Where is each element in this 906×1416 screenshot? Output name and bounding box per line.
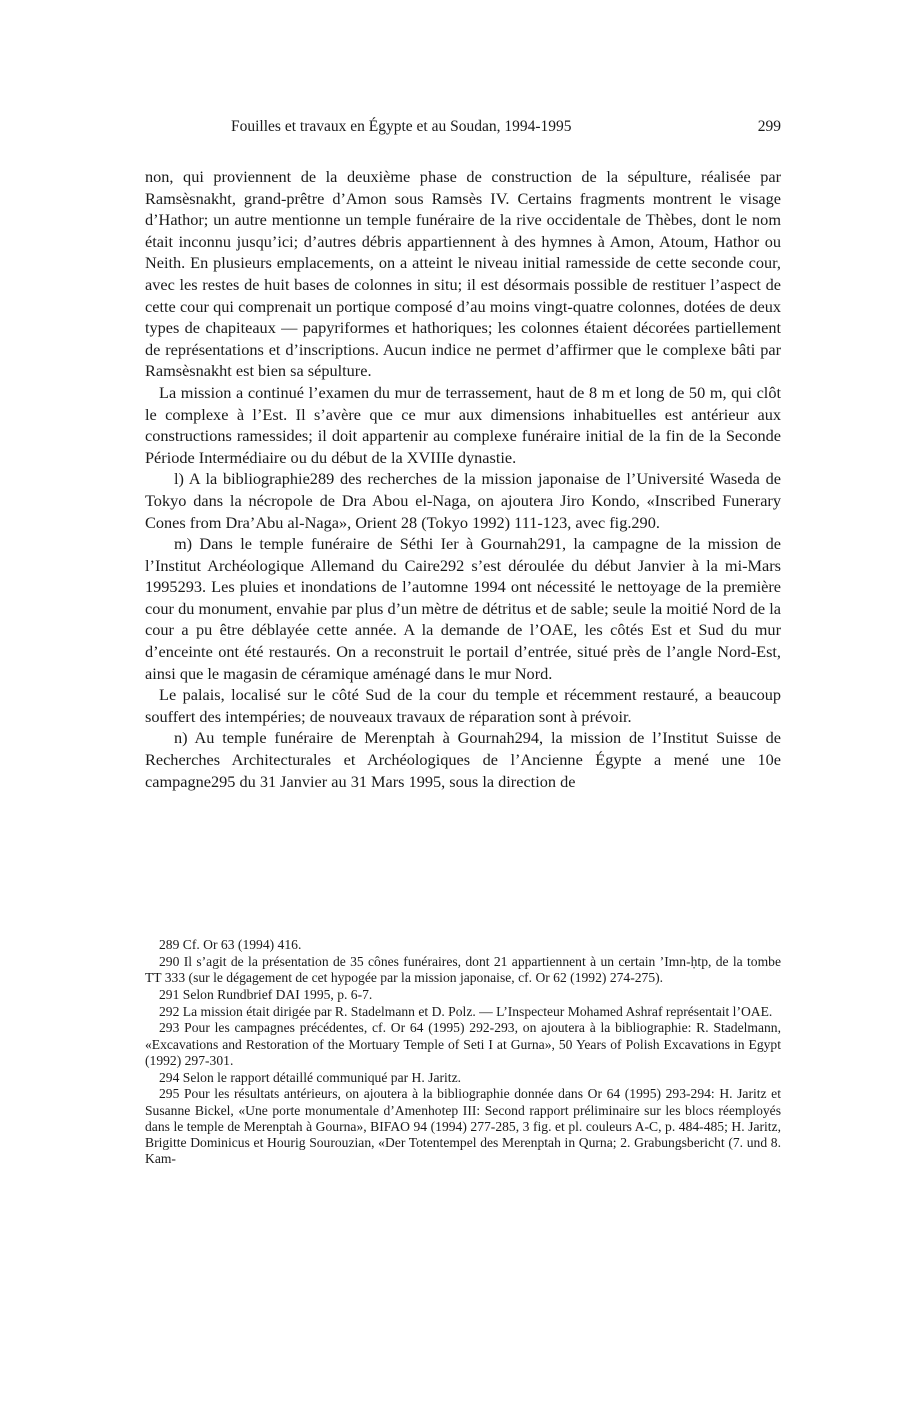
footnote-294: 294 Selon le rapport détaillé communiqué par H. Jaritz. xyxy=(159,1069,461,1085)
footnote-289: 289 Cf. Or 63 (1994) 416. xyxy=(159,937,302,952)
body-text xyxy=(145,166,781,792)
paragraph-continuation: non, qui proviennent de la deuxième phase de construction de la sépulture, réalisée par Ramsèsnakht, grand-prêtre d’Amon sous Ramsès IV. Certains fragments montrent le visage d’Hathor; un autre mentionne un temple funéraire de la rive occidentale de Thèbes, dont le nom était inconnu jusqu’ici; d’autres débris appartiennent à des hymnes à Amon, Atoum, Hathor ou Neith. En plusieurs emplacements, on a atteint le niveau initial ramesside de cette seconde cour, avec les restes de huit bases de colonnes in situ; il est désormais possible de restituer l’aspect de cette cour qui comprenait un portique composé d’au moins vingt-quatre colonnes, dotées de deux types de chapiteaux — papyriformes et hathoriques; les colonnes étaient décorées partiellement de représentations et d’inscriptions. Aucun indice ne permet d’affirmer que le complexe bâti par Ramsèsnakht est bien sa sépulture. xyxy=(145,167,781,381)
footnote-292: 292 La mission était dirigée par R. Stadelmann et D. Polz. — L’Inspecteur Mohamed Ashraf représentait l’OAE. xyxy=(159,1003,773,1019)
page-number: 299 xyxy=(757,118,781,135)
footnote-290: 290 Il s’agit de la présentation de 35 cônes funéraires, dont 21 appartiennent à un certain ’Imn-ḥtp, de la tombe TT 333 (sur le dégagement de cet hypogée par la mission japonaise, cf. Or 62 (1992) 274-275). xyxy=(145,953,781,985)
running-title: Fouilles et travaux en Égypte et au Soudan, 1994-1995 xyxy=(231,118,572,135)
paragraph-section-m: m) Dans le temple funéraire de Séthi Ier à Gournah291, la campagne de la mission de l’Institut Archéologique Allemand du Caire292 s’est déroulée du début Janvier à la mi-Mars 1995293. Les pluies et inondations de l’automne 1994 ont nécessité le nettoyage de la première cour du monument, envahie par plus d’un mètre de détritus et de sable; seule la moitié Nord de la cour a pu être déblayée cette année. A la demande de l’OAE, les côtés Est et Sud du mur d’enceinte ont été restaurés. On a reconstruit le portail d’entrée, situé près de l’angle Nord-Est, ainsi que le magasin de céramique aménagé dans le mur Nord. xyxy=(145,534,781,683)
footnotes xyxy=(145,937,781,1168)
footnote-293: 293 Pour les campagnes précédentes, cf. Or 64 (1995) 292-293, on ajoutera à la bibliographie: R. Stadelmann, «Excavations and Restoration of the Mortuary Temple of Seti I at Gurna», 50 Years of Polish Excavations in Egypt (1992) 297-301. xyxy=(145,1020,781,1068)
paragraph-section-l: l) A la bibliographie289 des recherches de la mission japonaise de l’Université Waseda de Tokyo dans la nécropole de Dra Abou el-Naga, on ajoutera Jiro Kondo, «Inscribed Funerary Cones from Dra’Abu al-Naga», Orient 28 (Tokyo 1992) 111-123, avec fig.290. xyxy=(145,469,781,532)
footnote-291: 291 Selon Rundbrief DAI 1995, p. 6-7. xyxy=(159,986,373,1002)
paragraph-palace: Le palais, localisé sur le côté Sud de la cour du temple et récemment restauré, a beaucoup souffert des intempéries; de nouveaux travaux de réparation sont à prévoir. xyxy=(145,685,781,726)
footnote-295: 295 Pour les résultats antérieurs, on ajoutera à la bibliographie donnée dans Or 64 (1995) 293-294: H. Jaritz et Susanne Bickel, «Une porte monumentale d’Amenhotep III: Second rapport préliminaire sur les blocs réemployés dans le temple de Merenptah à Gourna», BIFAO 94 (1994) 277-285, 3 fig. et pl. couleurs A-C, p. 484-485; H. Jaritz, Brigitte Dominicus et Hourig Sourouzian, «Der Totentempel des Merenptah in Qurna; 2. Grabungsbericht (7. und 8. Kam- xyxy=(145,1086,781,1167)
paragraph-section-n: n) Au temple funéraire de Merenptah à Gournah294, la mission de l’Institut Suisse de Recherches Architecturales et Archéologiques de l’Ancienne Égypte a mené une 10e campagne295 du 31 Janvier au 31 Mars 1995, sous la direction de xyxy=(145,728,781,791)
running-head xyxy=(145,118,781,140)
paragraph-terrace-wall: La mission a continué l’examen du mur de terrassement, haut de 8 m et long de 50 m, qui clôt le complexe à l’Est. Il s’avère que ce mur aux dimensions inhabituelles est antérieur aux constructions ramessides; il doit appartenir au complexe funéraire initial de la fin de la Seconde Période Intermédiaire ou du début de la XVIIIe dynastie. xyxy=(145,382,781,467)
